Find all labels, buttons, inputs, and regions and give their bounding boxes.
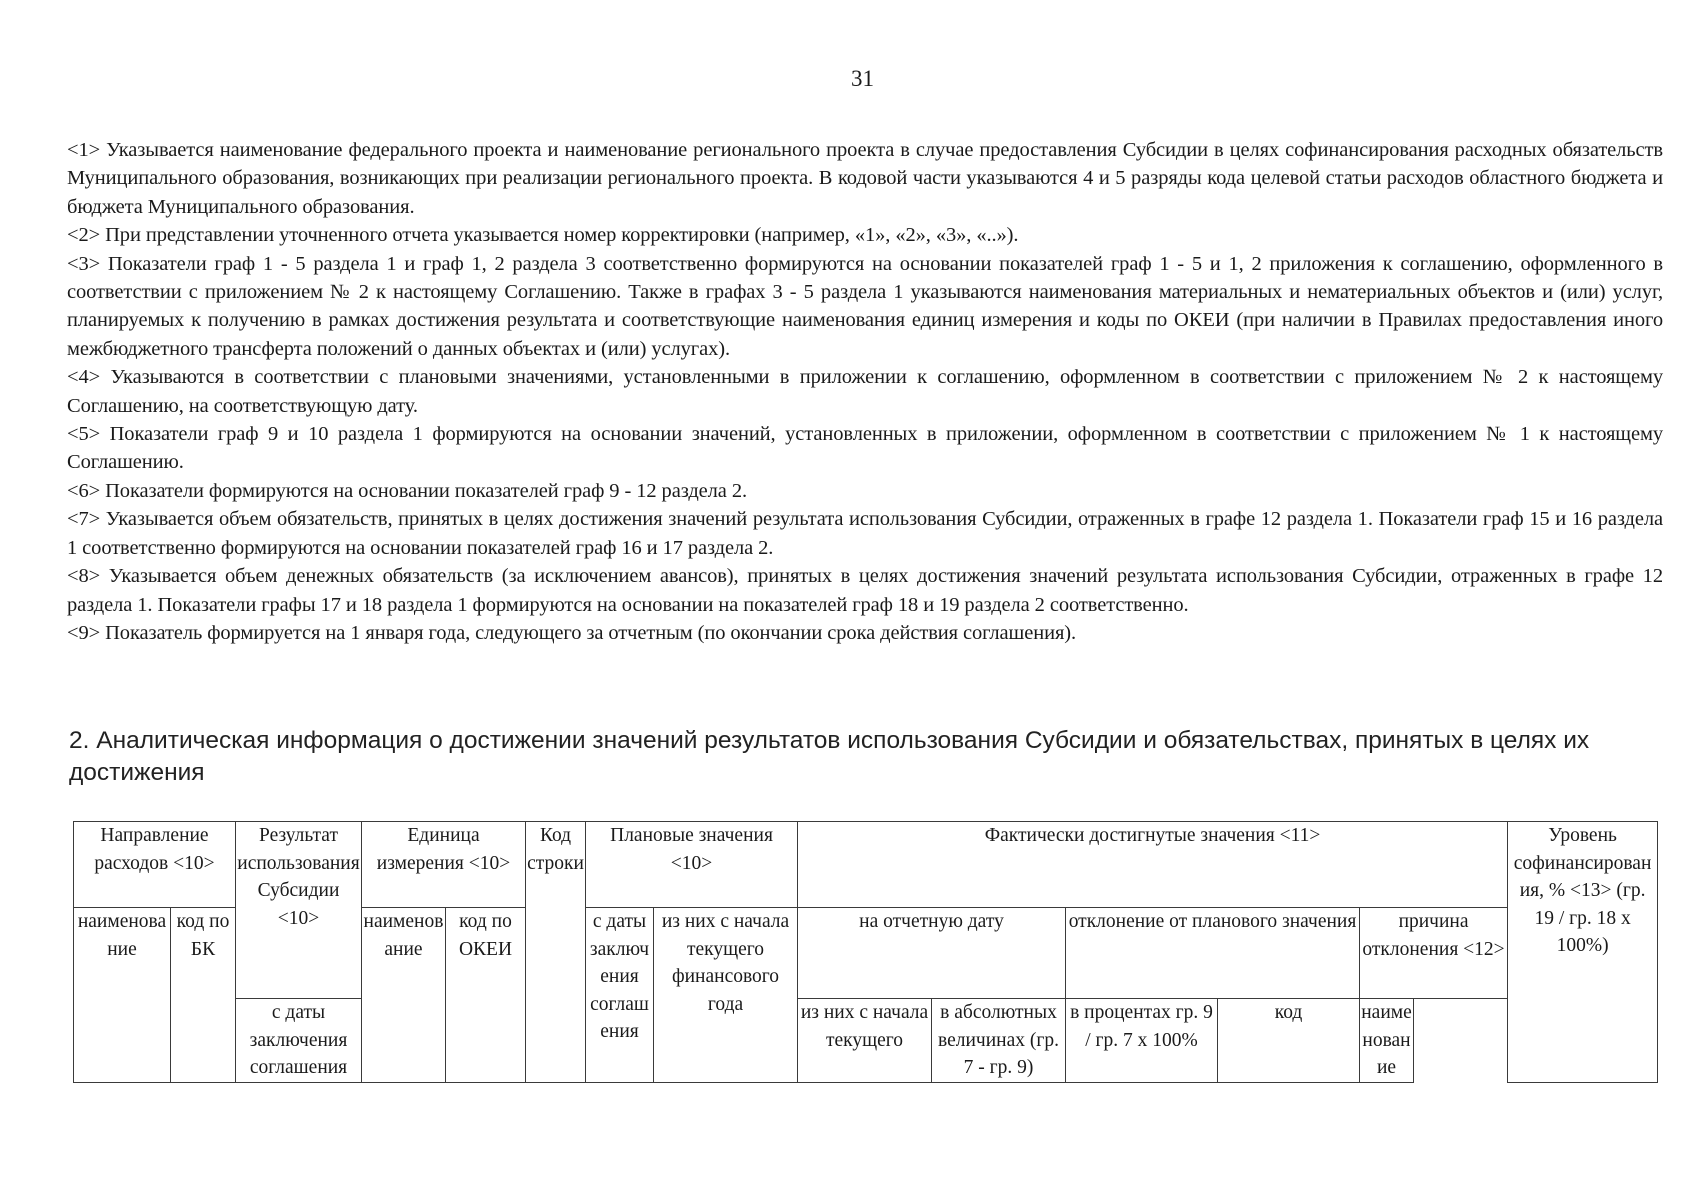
header-row-1: [74, 822, 1658, 908]
col-actual-since-agreement: с даты заключения соглашения: [236, 999, 362, 1083]
footnotes: [67, 136, 1663, 647]
footnote-5: <5> Показатели граф 9 и 10 раздела 1 формируются на основании значений, установленных в приложении, оформленном в соответствии с приложением № 1 к настоящему Соглашению.: [67, 423, 1663, 474]
col-deviation-abs: в абсолютных величинах (гр. 7 - гр. 9): [932, 999, 1066, 1083]
col-direction-name: наименование: [74, 908, 171, 1083]
footnote-7: <7> Указывается объем обязательств, принятых в целях достижения значений результата использования Субсидии, отраженных в графе 12 раздела 1. Показатели граф 15 и 16 раздела 1 соответственно формируются на основании показателей граф 16 и 17 раздела 2.: [67, 508, 1663, 559]
col-reason: причина отклонения <12>: [1360, 908, 1508, 999]
col-direction-code: код по БК: [171, 908, 236, 1083]
col-planned-since-agreement: с даты заключения соглашения: [586, 908, 654, 1083]
footnote-6: <6> Показатели формируются на основании показателей граф 9 - 12 раздела 2.: [67, 479, 747, 502]
col-deviation: отклонение от планового значения: [1066, 908, 1360, 999]
col-line-code: Код строки: [526, 822, 586, 1083]
col-reason-name: наименование: [1360, 999, 1414, 1083]
col-unit-okei: код по ОКЕИ: [446, 908, 526, 1083]
footnote-8: <8> Указывается объем денежных обязательств (за исключением авансов), принятых в целях достижения значений результата использования Субсидии, отраженных в графе 12 раздела 1. Показатели графы 17 и 18 раздела 1 формируются на основании на показателей граф 18 и 19 раздела 2 соответственно.: [67, 565, 1663, 616]
footnote-1: <1> Указывается наименование федерального проекта и наименование регионального проекта в случае предоставления Субсидии в целях софинансирования расходных обязательств Муниципального образования, возникающих при реализации регионального проекта. В кодовой части указываются 4 и 5 разряды кода целевой статьи расходов областного бюджета и бюджета Муниципального образования.: [67, 139, 1663, 218]
section-title: 2. Аналитическая информация о достижении значений результатов использования Субсидии и обязательствах, принятых в целях их достижения: [69, 727, 1590, 786]
col-unit: Единица измерения <10>: [362, 822, 526, 908]
page-number: 31: [851, 66, 874, 91]
col-cofinancing: Уровень софинансирования, % <13> (гр. 19 / гр. 18 х 100%): [1508, 822, 1658, 1083]
footnote-2: <2> При представлении уточненного отчета указывается номер корректировки (например, «1», «2», «3», «..»).: [67, 224, 1019, 247]
footnote-9: <9> Показатель формируется на 1 января года, следующего за отчетным (по окончании срока действия соглашения).: [67, 621, 1077, 644]
col-result: Результат использования Субсидии <10>: [236, 822, 362, 999]
col-direction: Направление расходов <10>: [74, 822, 236, 908]
header-row-3: [74, 999, 1658, 1083]
col-unit-name: наименование: [362, 908, 446, 1083]
col-actual-since-year: из них с начала текущего: [798, 999, 932, 1083]
footnote-4: <4> Указываются в соответствии с плановыми значениями, установленными в приложении к соглашению, оформленном в соответствии с приложением № 2 к настоящему Соглашению, на соответствующую дату.: [67, 366, 1663, 417]
col-actual: Фактически достигнутые значения <11>: [798, 822, 1508, 908]
report-table: [73, 821, 1657, 1083]
col-deviation-pct: в процентах гр. 9 / гр. 7 х 100%: [1066, 999, 1218, 1083]
col-planned-since-year: из них с начала текущего финансового года: [654, 908, 798, 1083]
col-reason-code: код: [1218, 999, 1360, 1083]
analytics-table: [73, 821, 1658, 1083]
col-on-report-date: на отчетную дату: [798, 908, 1066, 999]
col-planned: Плановые значения <10>: [586, 822, 798, 908]
footnote-3: <3> Показатели граф 1 - 5 раздела 1 и граф 1, 2 раздела 3 соответственно формируются на основании показателей граф 1 - 5 и 1, 2 приложения к соглашению, оформленного в соответствии с приложением № 2 к настоящему Соглашению. Также в графах 3 - 5 раздела 1 указываются наименования материальных и нематериальных объектов и (или) услуг, планируемых к получению в рамках достижения результата и соответствующие наименования единиц измерения и коды по ОКЕИ (при наличии в Правилах предоставления иного межбюджетного трансферта положений о данных объектах и (или) услугах).: [67, 252, 1663, 360]
